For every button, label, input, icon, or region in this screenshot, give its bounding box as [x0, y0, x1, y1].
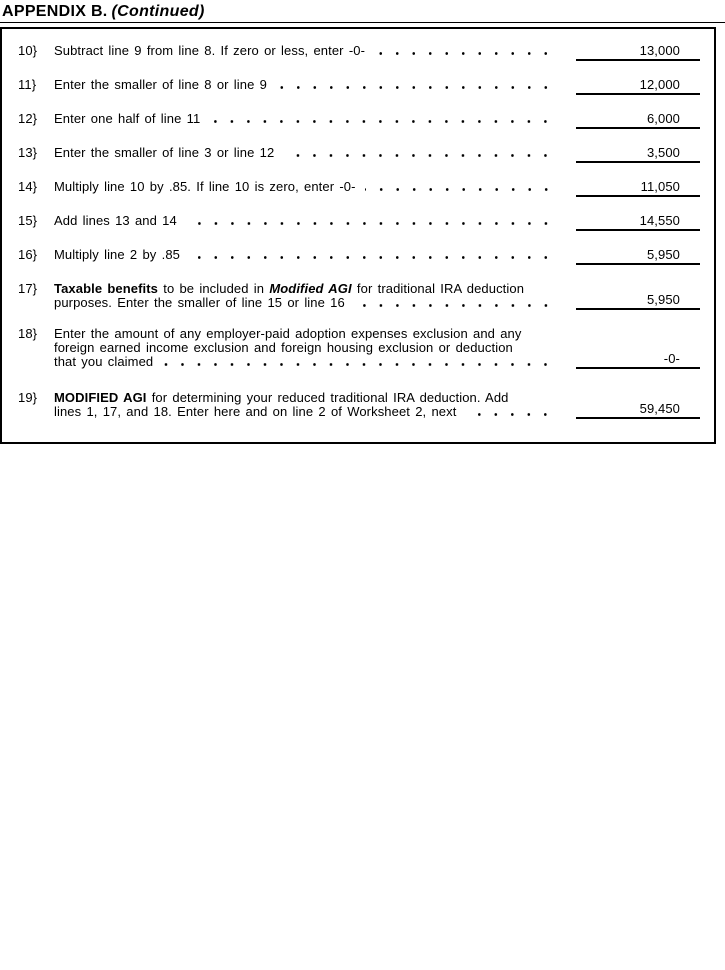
line-description: [54, 180, 560, 194]
worksheet-row: [16, 78, 700, 95]
description-text: [54, 326, 521, 341]
line-number: 11}: [18, 77, 37, 92]
text-segment: for determining your reduced traditional IRA deduction. Add: [146, 390, 509, 405]
line-number: 14}: [18, 179, 38, 194]
dot-leader: [283, 154, 556, 159]
line-number: 17}: [18, 281, 38, 296]
text-segment: Modified AGI: [269, 281, 352, 296]
worksheet-row: [16, 282, 700, 310]
description-line: [54, 78, 560, 92]
description-text: [54, 390, 509, 405]
dot-leader: [276, 86, 556, 91]
description-text: [54, 281, 524, 296]
dot-leader: [209, 120, 556, 125]
line-value-field: [576, 112, 700, 129]
dot-leader: [354, 304, 556, 309]
line-description: [54, 391, 560, 419]
line-description: [54, 248, 560, 262]
description-text: [54, 146, 274, 160]
text-segment: Enter the smaller of line 3 or line 12: [54, 145, 275, 160]
line-value: 13,000: [639, 43, 680, 58]
text-segment: to be included in: [158, 281, 270, 296]
line-description: [54, 146, 560, 160]
text-segment: Multiply line 2 by .85: [54, 247, 180, 262]
text-segment: Taxable benefits: [54, 281, 159, 296]
worksheet-rows: [16, 44, 700, 419]
document-page: [0, 3, 725, 970]
text-segment: Multiply line 10 by .85. If line 10 is zero, enter -0-: [54, 179, 356, 194]
description-text: [54, 355, 153, 369]
description-line: [54, 282, 560, 296]
line-value-field: [576, 248, 700, 265]
worksheet-box: [0, 27, 716, 444]
text-segment: foreign earned income exclusion and foreign housing exclusion or deduction: [54, 340, 513, 355]
text-segment: for traditional IRA deduction: [351, 281, 525, 296]
line-value: 59,450: [639, 401, 680, 416]
line-number: 16}: [18, 247, 38, 262]
line-value: 14,550: [639, 213, 680, 228]
worksheet-row: [16, 180, 700, 197]
page-title-main: APPENDIX B.: [2, 3, 108, 20]
line-description: [54, 327, 560, 369]
dot-leader: [365, 188, 556, 193]
text-segment: Enter the amount of any employer-paid adoption expenses exclusion and any: [54, 326, 522, 341]
line-value: 5,950: [646, 292, 680, 307]
line-value-field: [576, 180, 700, 197]
page-title: [2, 3, 725, 20]
line-description: [54, 112, 560, 126]
worksheet-row: [16, 248, 700, 265]
dot-leader: [374, 52, 556, 57]
line-value-field: [576, 327, 700, 369]
description-line: [54, 405, 560, 419]
description-text: [54, 296, 345, 310]
description-text: [54, 214, 177, 228]
dot-leader: [465, 413, 556, 418]
line-description: [54, 44, 560, 58]
line-value-field: [576, 214, 700, 231]
description-text: [54, 112, 200, 126]
text-segment: purposes. Enter the smaller of line 15 or line 16: [54, 295, 345, 310]
description-text: [54, 340, 513, 355]
page-title-continued: (Continued): [111, 3, 205, 20]
description-line: [54, 214, 560, 228]
line-value: -0-: [663, 351, 680, 366]
line-value: 3,500: [646, 145, 680, 160]
text-segment: Subtract line 9 from line 8. If zero or less, enter -0-: [54, 43, 366, 58]
line-value-field: [576, 44, 700, 61]
line-number: 19}: [18, 390, 38, 405]
description-text: [54, 180, 356, 194]
line-value-field: [576, 78, 700, 95]
text-segment: Enter the smaller of line 8 or line 9: [54, 77, 267, 92]
text-segment: Enter one half of line 11: [54, 111, 201, 126]
description-line: [54, 180, 560, 194]
worksheet-row: [16, 327, 700, 369]
description-line: [54, 146, 560, 160]
text-segment: Add lines 13 and 14: [54, 213, 177, 228]
worksheet-row: [16, 146, 700, 163]
text-segment: that you claimed: [54, 354, 154, 369]
description-line: [54, 248, 560, 262]
worksheet-row: [16, 112, 700, 129]
line-number: 10}: [18, 43, 38, 58]
line-description: [54, 78, 560, 92]
line-value-field: [576, 146, 700, 163]
description-line: [54, 44, 560, 58]
line-value-field: [576, 391, 700, 419]
line-value: 11,050: [640, 179, 680, 194]
description-text: [54, 78, 267, 92]
worksheet-row: [16, 391, 700, 419]
description-line: [54, 341, 560, 355]
description-line: [54, 355, 560, 369]
line-number: 15}: [18, 213, 38, 228]
line-value-field: [576, 282, 700, 310]
worksheet-row: [16, 214, 700, 231]
description-line: [54, 112, 560, 126]
text-segment: lines 1, 17, and 18. Enter here and on line 2 of Worksheet 2, next: [54, 404, 457, 419]
line-value: 6,000: [646, 111, 680, 126]
description-text: [54, 44, 365, 58]
line-value: 12,000: [639, 77, 680, 92]
line-number: 18}: [18, 326, 38, 341]
description-text: [54, 405, 456, 419]
description-line: [54, 327, 560, 341]
dot-leader: [186, 222, 556, 227]
dot-leader: [189, 256, 556, 261]
line-value: 5,950: [646, 247, 680, 262]
description-line: [54, 296, 560, 310]
description-line: [54, 391, 560, 405]
line-number: 12}: [18, 111, 38, 126]
line-number: 13}: [18, 145, 38, 160]
dot-leader: [162, 363, 556, 368]
line-description: [54, 214, 560, 228]
text-segment: MODIFIED AGI: [54, 390, 147, 405]
line-description: [54, 282, 560, 310]
description-text: [54, 248, 180, 262]
title-divider: [0, 22, 725, 23]
worksheet-row: [16, 44, 700, 61]
